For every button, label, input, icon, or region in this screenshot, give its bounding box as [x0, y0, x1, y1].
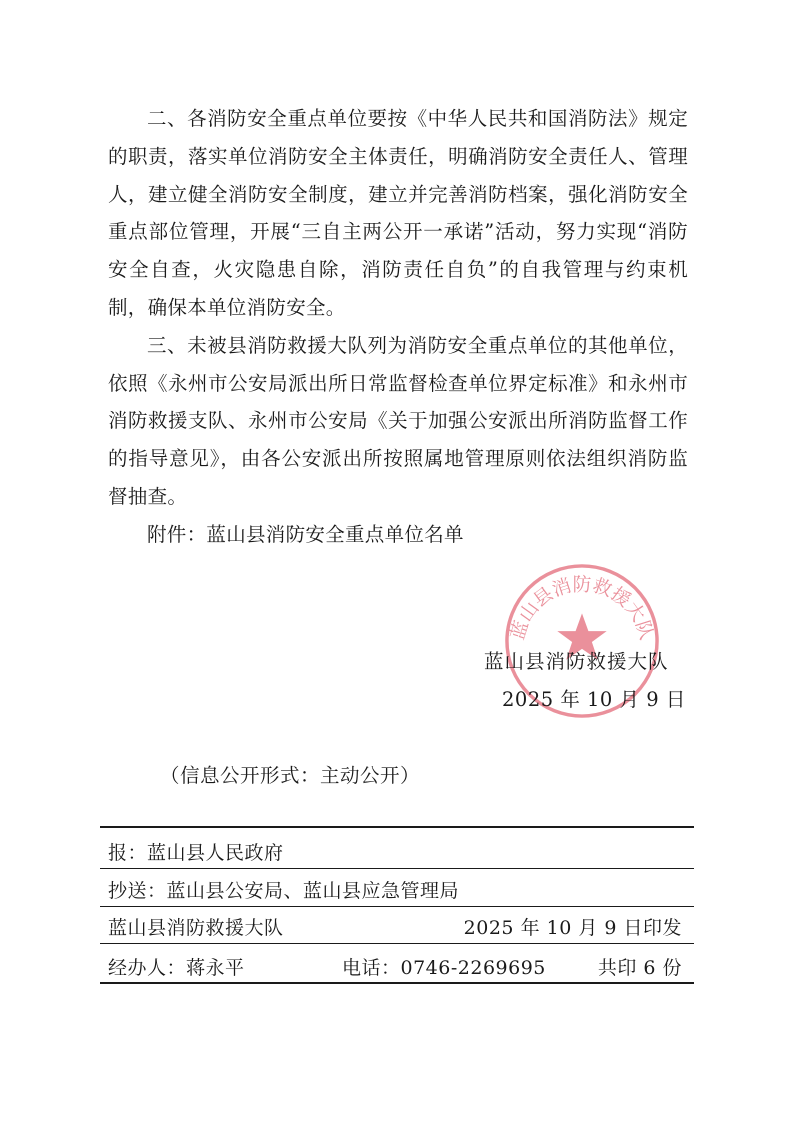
footer-phone: 电话：0746-2269695 — [342, 957, 546, 979]
disclosure-note: （信息公开形式：主动公开） — [160, 764, 421, 787]
attachment-line: 附件：蓝山县消防安全重点单位名单 — [147, 522, 464, 546]
paragraph-three: 三、未被县消防救援大队列为消防安全重点单位的其他单位，依照《永州市公安局派出所日常监督检查单位界定标准》和永州市消防救援支队、永州市公安局《关于加强公安派出所消防监督工作的指导意见》，由各公安派出所按照属地管理原则依法组织消防监督抽查。 — [108, 333, 688, 508]
seal-text: 蓝山县消防救援大队 — [507, 574, 657, 643]
footer-issue-date: 2025 年 10 月 9 日印发 — [463, 917, 682, 939]
footer-report-to: 报：蓝山县人民政府 — [108, 842, 284, 864]
footer-divider — [100, 943, 694, 944]
footer-divider — [100, 868, 694, 869]
footer-handler: 经办人：蒋永平 — [108, 957, 245, 979]
body-text — [108, 100, 688, 554]
signature-date: 2025 年 10 月 9 日 — [502, 688, 686, 711]
footer-issuer: 蓝山县消防救援大队 — [108, 917, 284, 939]
signature-organization: 蓝山县消防救援大队 — [484, 650, 669, 673]
footer-top-rule — [100, 826, 694, 828]
footer-issuer-row — [108, 913, 682, 940]
footer-copies: 共印 6 份 — [597, 957, 682, 979]
paragraph-two: 二、各消防安全重点单位要按《中华人民共和国消防法》规定的职责，落实单位消防安全主体责任，明确消防安全责任人、管理人，建立健全消防安全制度，建立并完善消防档案，强化消防安全重点部位管理，开展“三自主两公开一承诺”活动，努力实现“消防安全自查，火灾隐患自除，消防责任自负”的自我管理与约束机制，确保本单位消防安全。 — [108, 107, 688, 319]
footer-handler-row — [108, 953, 682, 980]
footer-divider — [100, 906, 694, 907]
footer-bottom-rule — [100, 982, 694, 984]
footer-cc: 抄送：蓝山县公安局、蓝山县应急管理局 — [108, 880, 460, 902]
